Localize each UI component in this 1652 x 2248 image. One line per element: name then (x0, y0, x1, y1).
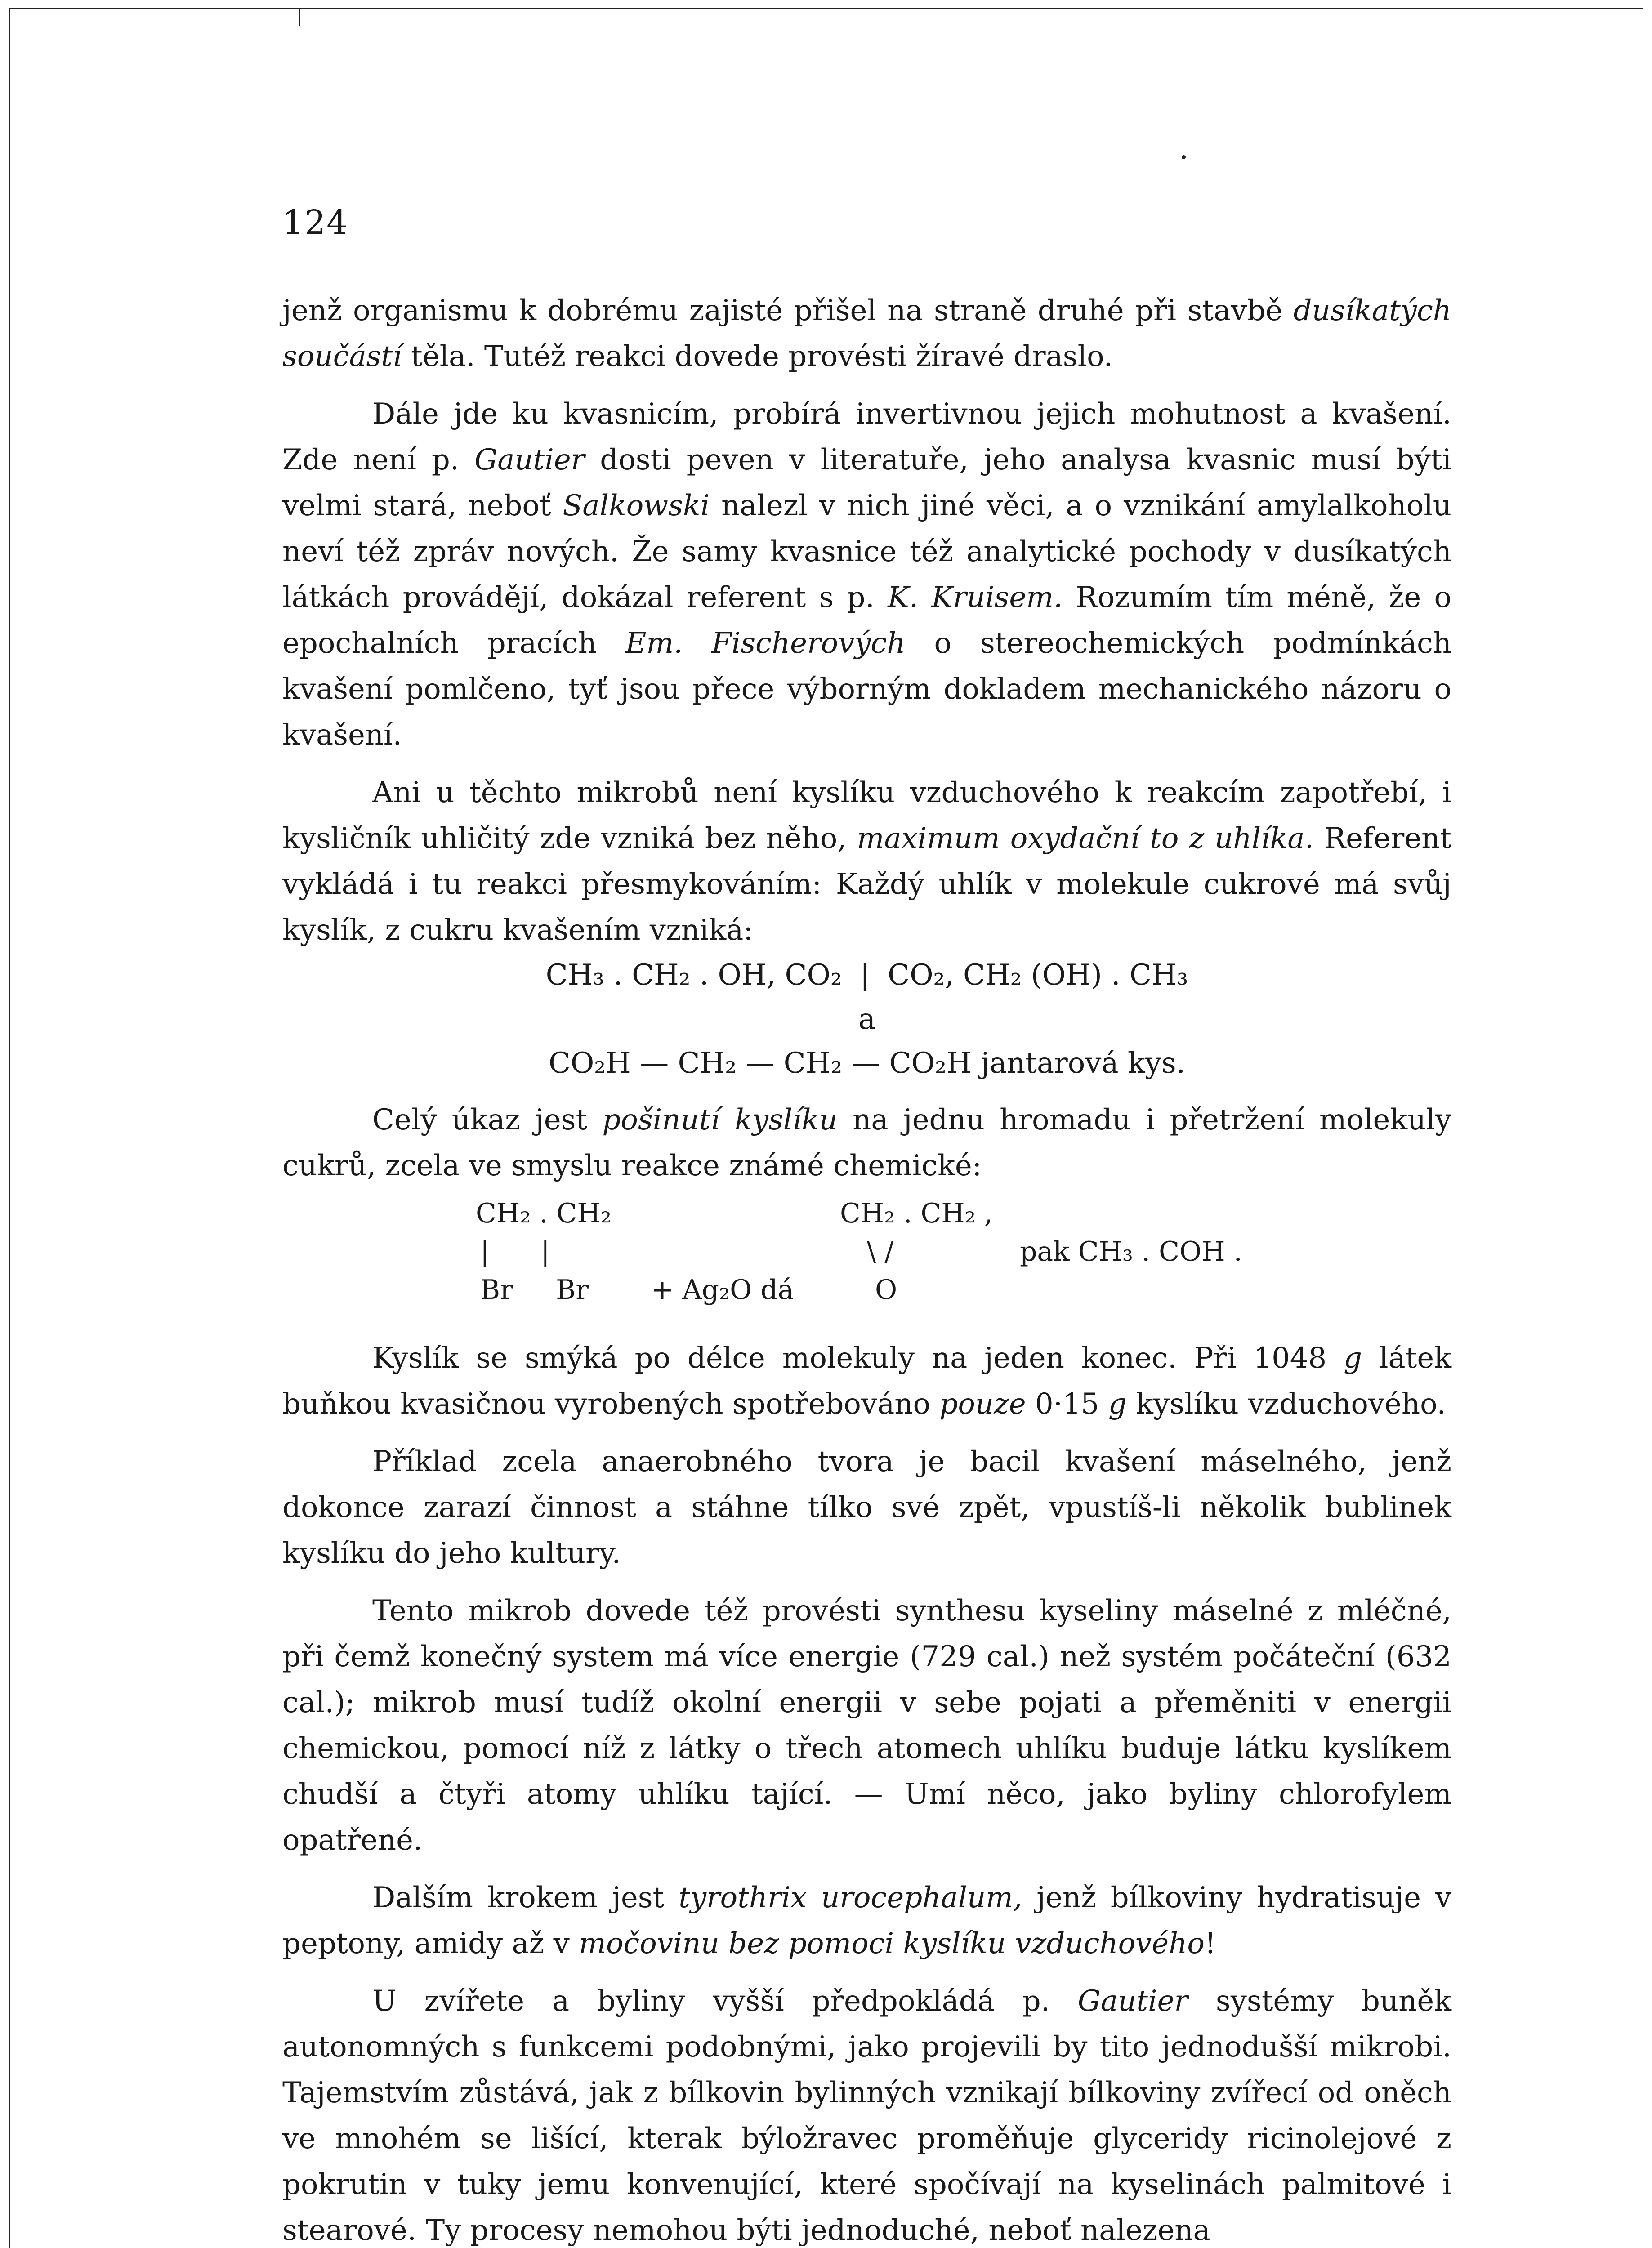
paragraph-9 (282, 1978, 1451, 2248)
text-run: ! (1204, 1927, 1216, 1960)
struct-right-bonds: \ / (867, 1236, 894, 1267)
text-run: Dále jde ku kvasnicím, probírá invertivnou jejich mohutnost a kvašení. Zde není p. (282, 397, 1451, 477)
page-number: 124 (282, 203, 349, 242)
formula-right: CO₂, CH₂ (OH) . CH₃ (888, 959, 1188, 992)
text-run: 0·15 (1026, 1387, 1108, 1421)
struct-right-top: CH₂ . CH₂ , (840, 1198, 993, 1229)
italic-run: pouze (939, 1387, 1026, 1421)
text-run: Referent vykládá i tu reakci přesmykováním: Každý uhlík v molekule cukrové má svůj kyslík, z cukru kvašením vzniká: (282, 822, 1452, 947)
text-run: Rozumím tím méně, že o epochalních pracích (282, 581, 1452, 660)
formula-separator: | (860, 959, 870, 992)
struct-left-top: CH₂ . CH₂ (476, 1198, 612, 1229)
italic-run: Salkowski (563, 489, 710, 522)
italic-run: K. Kruisem. (888, 581, 1063, 614)
text-run: kyslíku vzduchového. (1126, 1387, 1446, 1421)
struct-plus-reagent: + Ag₂O dá (651, 1274, 794, 1306)
italic-run: maximum oxydační to z uhlíka. (857, 822, 1314, 855)
structural-formula (282, 1189, 1451, 1324)
formula-fermentation (282, 953, 1451, 997)
text-run: látek buňkou kvasičnou vyrobených spotřebováno (282, 1342, 1452, 1421)
ink-dot (1182, 155, 1186, 159)
text-run: Dalším krokem jest (372, 1881, 679, 1914)
formula-left: CH₃ . CH₂ . OH, CO₂ (545, 959, 842, 992)
text-run: jenž organismu k dobrému zajisté přišel na straně druhé při stavbě (282, 294, 1294, 327)
italic-run: g (1344, 1342, 1362, 1375)
formula-conjunction: a (858, 1003, 876, 1036)
scan-border-top (9, 8, 1643, 9)
struct-left-bonds: | | (480, 1236, 550, 1267)
paragraph-4 (282, 1097, 1451, 1189)
struct-right-bottom: O (875, 1274, 897, 1306)
page-body (282, 288, 1451, 2248)
italic-run: g (1108, 1387, 1127, 1421)
italic-run: Gautier (474, 443, 585, 477)
text-run: dosti peven v literatuře, jeho analysa kvasnic musí býti velmi stará, neboť (282, 443, 1451, 522)
text-run: Ani u těchto mikrobů není kyslíku vzduchového k reakcím zapotřebí, i kysličník uhličitý zde vzniká bez něho, (282, 776, 1451, 855)
text-run: nalezl v nich jiné věci, a o vznikání amylalkoholu neví též zpráv nových. Že samy kvasnice též analytické pochody v dusíkatých látkách provádějí, dokázal referent s p. (282, 489, 1451, 614)
scan-tick-mark (299, 8, 300, 26)
text-run: U zvířete a byliny vyšší předpokládá p. (372, 1985, 1078, 2018)
italic-run: tyrothrix urocephalum, (679, 1881, 1022, 1914)
text-run: na jednu hromadu i přetržení molekuly cukrů, zcela ve smyslu reakce známé chemické: (282, 1103, 1451, 1182)
text-run: Kyslík se smýká po délce molekuly na jeden konec. Při 1048 (372, 1342, 1344, 1375)
text-run: Celý úkaz jest (372, 1103, 603, 1137)
text-run: jenž bílkoviny hydratisuje v peptony, amidy až v (282, 1881, 1452, 1960)
text-run: o stereochemických podmínkách kvašení pomlčeno, tyť jsou přece výborným dokladem mechanického názoru o kvašení. (282, 627, 1451, 752)
paragraph-3 (282, 770, 1451, 953)
struct-left-bottom: Br Br (480, 1274, 589, 1306)
paragraph-2 (282, 391, 1451, 758)
struct-result: pak CH₃ . COH . (1020, 1236, 1242, 1267)
italic-run: dusíkatých součástí (282, 294, 1451, 373)
italic-run: Gautier (1077, 1985, 1188, 2018)
paragraph-7: Tento mikrob dovede též provésti synthesu kyseliny máselné z mléčné, při čemž konečný system má více energie (729 cal.) než systém počáteční (632 cal.); mikrob musí tudíž okolní energii v sebe pojati a přeměniti v energii chemickou, pomocí níž z látky o třech atomech uhlíku buduje látku kyslíkem chudší a čtyři atomy uhlíku tající. — Umí něco, jako byliny chlorofylem opatřené. (282, 1594, 1451, 1857)
paragraph-5 (282, 1335, 1451, 1427)
italic-run: močovinu bez pomoci kyslíku vzduchového (579, 1927, 1205, 1960)
italic-run: pošinutí kyslíku (602, 1103, 838, 1137)
paragraph-1 (282, 288, 1451, 379)
paragraph-8 (282, 1875, 1451, 1967)
italic-run: Em. Fischerových (625, 627, 906, 660)
paragraph-6: Příklad zcela anaerobného tvora je bacil kvašení máselného, jenž dokonce zarazí činnost a stáhne tílko své zpět, vpustíš-li několik bublinek kyslíku do jeho kultury. (282, 1445, 1451, 1570)
text-run: systémy buněk autonomných s funkcemi podobnými, jako projevili by tito jednodušší mikrobi. Tajemstvím zůstává, jak z bílkovin bylinných vznikají bílkoviny zvířecí od oněch ve mnohém se lišící, kterak býložravec proměňuje glyceridy ricinolejové z pokrutin v tuky jemu konvenující, které spočívají na kyselinách palmitové i stearové. Ty procesy nemohou býti jednoduché, neboť nalezena (282, 1985, 1452, 2247)
text-run: těla. Tutéž reakci dovede provésti žíravé draslo. (402, 340, 1113, 373)
formula-succinic-acid: CO₂H — CH₂ — CH₂ — CO₂H jantarová kys. (548, 1047, 1186, 1080)
scan-border-left (9, 8, 10, 2248)
